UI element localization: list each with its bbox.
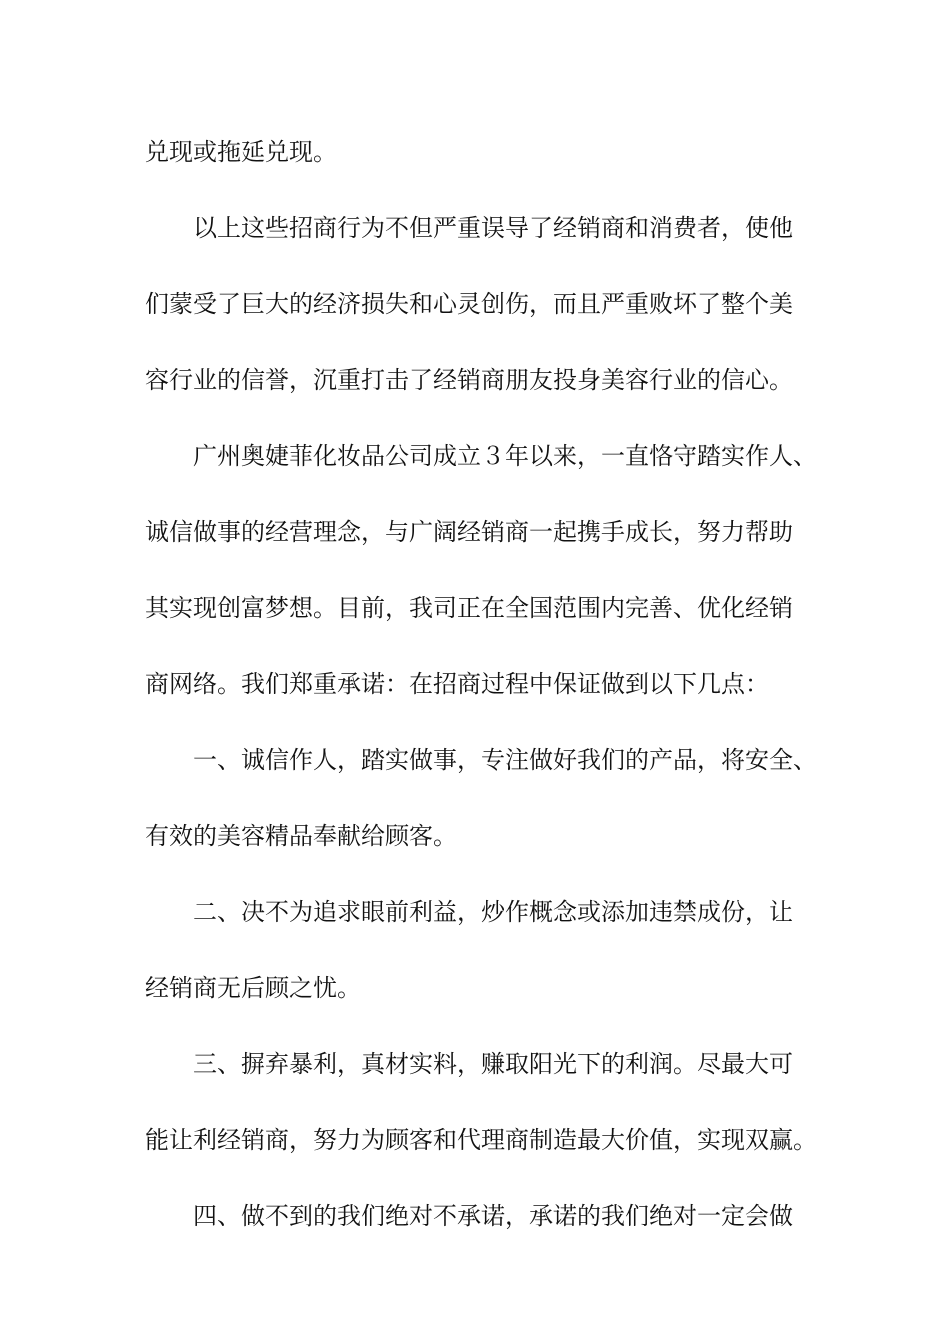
text-line: 商网络。我们郑重承诺：在招商过程中保证做到以下几点：: [145, 670, 769, 698]
text-line: 诚信做事的经营理念，与广阔经销商一起携手成长，努力帮助: [145, 518, 793, 546]
text-line: 兑现或拖延兑现。: [145, 138, 337, 166]
paragraph-start-line: 广州奥婕菲化妆品公司成立３年以来，一直恪守踏实作人、: [193, 442, 817, 470]
text-line: 有效的美容精品奉献给顾客。: [145, 822, 457, 850]
list-item-line: 二、决不为追求眼前利益，炒作概念或添加违禁成份，让: [193, 898, 793, 926]
text-line: 其实现创富梦想。目前，我司正在全国范围内完善、优化经销: [145, 594, 793, 622]
text-line: 容行业的信誉，沉重打击了经销商朋友投身美容行业的信心。: [145, 366, 793, 394]
text-line: 能让利经销商，努力为顾客和代理商制造最大价值，实现双赢。: [145, 1126, 817, 1154]
list-item-line: 一、诚信作人，踏实做事，专注做好我们的产品，将安全、: [193, 746, 817, 774]
list-item-line: 四、做不到的我们绝对不承诺，承诺的我们绝对一定会做: [193, 1202, 793, 1230]
paragraph-start-line: 以上这些招商行为不但严重误导了经销商和消费者，使他: [193, 214, 793, 242]
document-body: [145, 128, 835, 1268]
list-item-line: 三、摒弃暴利，真材实料，赚取阳光下的利润。尽最大可: [193, 1050, 793, 1078]
text-line: 们蒙受了巨大的经济损失和心灵创伤，而且严重败坏了整个美: [145, 290, 793, 318]
text-line: 经销商无后顾之忧。: [145, 974, 361, 1002]
